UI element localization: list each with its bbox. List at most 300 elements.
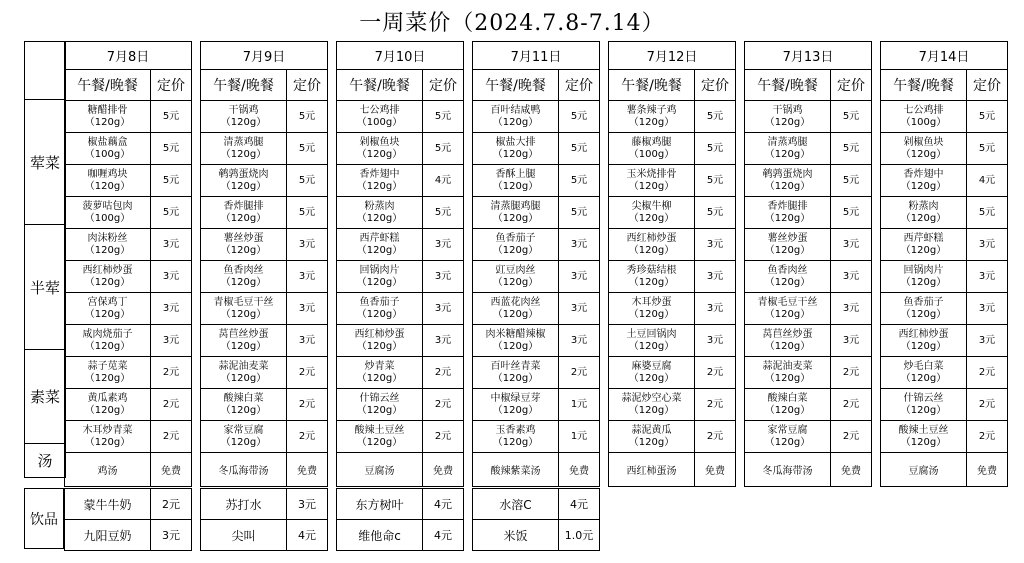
day-date: 7月13日 [745,42,872,70]
soup-price: 免费 [287,453,328,487]
soup-price: 免费 [559,453,600,487]
dish-name: 鱼香肉丝 （120g） [201,261,287,293]
meal-header: 午餐/晚餐 [337,70,423,101]
drink-table [64,488,192,551]
dish-row [201,133,328,165]
dish-name: 香炸翅中 （120g） [337,165,423,197]
dish-name: 七公鸡排 （100g） [881,101,967,133]
price-header: 定价 [831,70,872,101]
category-label: 素菜 [25,350,66,444]
drink-name: 水溶C [473,489,559,520]
dish-name: 粉蒸肉 （120g） [337,197,423,229]
dish-row [881,133,1008,165]
dish-price: 2元 [287,421,328,453]
dish-name: 剁椒鱼块 （120g） [881,133,967,165]
dish-price: 2元 [287,389,328,421]
dish-price: 2元 [695,389,736,421]
dish-price: 3元 [559,325,600,357]
dish-name: 鱼香肉丝 （120g） [745,261,831,293]
dish-price: 5元 [695,133,736,165]
dish-row [609,101,736,133]
dish-row [881,165,1008,197]
dish-price: 5元 [423,133,464,165]
dish-row [337,133,464,165]
dish-price: 3元 [967,293,1008,325]
dish-row [65,389,192,421]
drink-price: 4元 [423,520,464,551]
dish-name: 玉香素鸡 （120g） [473,421,559,453]
dish-name: 鱼香茄子 （120g） [881,293,967,325]
dish-price: 5元 [151,165,192,197]
day-table [472,41,600,487]
soup-name: 酸辣紫菜汤 [473,453,559,487]
dish-price: 5元 [287,101,328,133]
dish-name: 酸辣白菜 （120g） [745,389,831,421]
dish-price: 5元 [559,197,600,229]
meal-header: 午餐/晚餐 [473,70,559,101]
dish-row [881,197,1008,229]
soup-price: 免费 [831,453,872,487]
dish-name: 蒜泥油麦菜 （120g） [745,357,831,389]
dish-name: 什锦云丝 （120g） [881,389,967,421]
dish-price: 3元 [423,325,464,357]
drink-row [201,489,328,520]
dish-name: 西红柿炒蛋 （120g） [881,325,967,357]
dish-name: 尖椒牛柳 （120g） [609,197,695,229]
dish-price: 2元 [831,421,872,453]
soup-row [65,453,192,487]
dish-price: 2元 [423,357,464,389]
drink-row [337,520,464,551]
dish-name: 莴苣丝炒蛋 （120g） [745,325,831,357]
day-table [200,41,328,487]
dish-name: 什锦云丝 （120g） [337,389,423,421]
day-table [880,41,1008,487]
dish-name: 干锅鸡 （120g） [745,101,831,133]
category-label: 荤菜 [25,100,66,225]
dish-name: 黄瓜素鸡 （120g） [65,389,151,421]
dish-price: 2元 [151,421,192,453]
dish-row [473,229,600,261]
dish-price: 3元 [831,229,872,261]
dish-row [337,293,464,325]
meal-header: 午餐/晚餐 [881,70,967,101]
dish-row [473,197,600,229]
dish-row [745,101,872,133]
dish-row [65,261,192,293]
dish-name: 鱼香茄子 （120g） [337,293,423,325]
day-table [608,41,736,487]
dish-price: 2元 [151,357,192,389]
dish-price: 5元 [967,101,1008,133]
dish-row [609,325,736,357]
dish-row [337,389,464,421]
dish-price: 3元 [967,261,1008,293]
dish-row [337,197,464,229]
dish-price: 3元 [831,261,872,293]
dish-price: 2元 [151,389,192,421]
drink-name: 九阳豆奶 [65,520,151,551]
dish-price: 2元 [559,357,600,389]
dish-name: 蒜泥油麦菜 （120g） [201,357,287,389]
dish-row [881,101,1008,133]
dish-row [881,261,1008,293]
dish-name: 干锅鸡 （120g） [201,101,287,133]
dish-row [337,229,464,261]
dish-row [745,165,872,197]
dish-row [745,133,872,165]
dish-price: 3元 [151,325,192,357]
meal-header: 午餐/晚餐 [201,70,287,101]
soup-name: 冬瓜海带汤 [201,453,287,487]
soup-row [201,453,328,487]
dish-name: 玉米烧排骨 （120g） [609,165,695,197]
soup-price: 免费 [151,453,192,487]
dish-name: 香炸翅中 （120g） [881,165,967,197]
dish-row [201,101,328,133]
dish-name: 糖醋排骨 （120g） [65,101,151,133]
dish-price: 3元 [287,325,328,357]
dish-row [881,421,1008,453]
dish-name: 清蒸腿鸡腿 （120g） [473,197,559,229]
dish-name: 鱼香茄子 （120g） [473,229,559,261]
dish-name: 炒青菜 （120g） [337,357,423,389]
dish-price: 3元 [831,325,872,357]
dish-name: 菠萝咕包肉 （100g） [65,197,151,229]
dish-price: 5元 [287,197,328,229]
price-header: 定价 [695,70,736,101]
dish-row [65,197,192,229]
day-date: 7月8日 [65,42,192,70]
dish-price: 3元 [151,293,192,325]
drink-name: 尖叫 [201,520,287,551]
drink-row [201,520,328,551]
dish-row [201,421,328,453]
dish-row [65,357,192,389]
dish-price: 5元 [559,133,600,165]
drink-table [472,488,600,551]
dish-row [609,229,736,261]
dish-name: 剁椒鱼块 （120g） [337,133,423,165]
dish-name: 酸辣白菜 （120g） [201,389,287,421]
dish-row [609,293,736,325]
dish-row [881,325,1008,357]
dish-price: 3元 [695,325,736,357]
dish-name: 香炸腿排 （120g） [745,197,831,229]
dish-price: 3元 [151,229,192,261]
dish-price: 2元 [967,421,1008,453]
dish-price: 3元 [423,229,464,261]
dish-price: 5元 [559,165,600,197]
dish-row [609,133,736,165]
dish-row [609,165,736,197]
dish-row [609,389,736,421]
dish-price: 3元 [559,293,600,325]
dish-row [201,261,328,293]
dish-row [201,165,328,197]
dish-price: 3元 [287,229,328,261]
soup-row [337,453,464,487]
dish-name: 木耳炒蛋 （120g） [609,293,695,325]
drink-price: 4元 [423,489,464,520]
drink-price: 4元 [287,520,328,551]
dish-row [473,421,600,453]
dish-name: 百叶丝青菜 （120g） [473,357,559,389]
day-date: 7月10日 [337,42,464,70]
soup-name: 冬瓜海带汤 [745,453,831,487]
dish-row [473,325,600,357]
price-header: 定价 [559,70,600,101]
category-label: 汤 [25,444,66,478]
dish-price: 5元 [831,101,872,133]
drink-price: 3元 [287,489,328,520]
dish-row [473,389,600,421]
dish-row [609,421,736,453]
dish-row [65,165,192,197]
dish-name: 香炸腿排 （120g） [201,197,287,229]
dish-name: 西红柿炒蛋 （120g） [609,229,695,261]
dish-row [201,229,328,261]
drink-name: 米饭 [473,520,559,551]
dish-price: 4元 [967,165,1008,197]
soup-row [609,453,736,487]
dish-price: 5元 [287,133,328,165]
drink-table [200,488,328,551]
dish-price: 1元 [559,389,600,421]
dish-row [337,165,464,197]
dish-row [473,165,600,197]
dish-name: 回锅肉片 （120g） [337,261,423,293]
drink-name: 苏打水 [201,489,287,520]
dish-row [881,389,1008,421]
drink-row [473,489,600,520]
dish-name: 西红柿炒蛋 （120g） [337,325,423,357]
dish-price: 3元 [423,261,464,293]
dish-name: 宫保鸡丁 （120g） [65,293,151,325]
dish-name: 麻婆豆腐 （120g） [609,357,695,389]
dish-row [745,357,872,389]
soup-row [881,453,1008,487]
dish-row [337,325,464,357]
dish-price: 1元 [559,421,600,453]
dish-row [201,357,328,389]
price-header: 定价 [423,70,464,101]
dish-price: 5元 [151,101,192,133]
price-header: 定价 [287,70,328,101]
dish-row [881,229,1008,261]
dish-price: 2元 [695,357,736,389]
dish-row [473,133,600,165]
category-label: 半荤 [25,225,66,350]
dish-price: 5元 [559,101,600,133]
dish-price: 2元 [831,389,872,421]
dish-name: 肉米糖醋辣椒 （120g） [473,325,559,357]
dish-price: 2元 [967,389,1008,421]
meal-header: 午餐/晚餐 [65,70,151,101]
dish-row [201,389,328,421]
dish-row [473,101,600,133]
dish-row [65,421,192,453]
dish-price: 3元 [831,293,872,325]
dish-name: 香酥上腿 （120g） [473,165,559,197]
dish-price: 5元 [287,165,328,197]
dish-price: 3元 [287,261,328,293]
dish-name: 鹌鹑蛋烧肉 （120g） [201,165,287,197]
dish-price: 5元 [695,197,736,229]
drinks-label: 饮品 [25,489,64,549]
drink-price: 2元 [151,489,192,520]
dish-name: 薯条辣子鸡 （120g） [609,101,695,133]
dish-row [609,357,736,389]
dish-row [201,293,328,325]
dish-name: 豇豆肉丝 （120g） [473,261,559,293]
price-header: 定价 [151,70,192,101]
dish-row [745,261,872,293]
soup-price: 免费 [967,453,1008,487]
drink-name: 维他命c [337,520,423,551]
drink-row [337,489,464,520]
dish-row [745,325,872,357]
day-table [336,41,464,487]
dish-row [745,389,872,421]
dish-row [65,293,192,325]
drink-name: 东方树叶 [337,489,423,520]
dish-price: 3元 [967,229,1008,261]
category-header-blank [25,42,66,100]
drink-row [473,520,600,551]
dish-price: 3元 [967,325,1008,357]
dish-price: 5元 [151,133,192,165]
day-date: 7月14日 [881,42,1008,70]
dish-name: 藤椒鸡腿 （100g） [609,133,695,165]
dish-name: 西芹虾糕 （120g） [337,229,423,261]
dish-row [337,357,464,389]
drink-name: 蒙牛牛奶 [65,489,151,520]
dish-name: 粉蒸肉 （120g） [881,197,967,229]
dish-row [473,357,600,389]
drink-price: 1.0元 [559,520,600,551]
dish-name: 肉沫粉丝 （120g） [65,229,151,261]
dish-row [473,293,600,325]
dish-price: 3元 [559,229,600,261]
day-table [64,41,192,487]
price-header: 定价 [967,70,1008,101]
soup-name: 鸡汤 [65,453,151,487]
dish-name: 百叶结咸鸭 （120g） [473,101,559,133]
dish-row [65,133,192,165]
dish-name: 七公鸡排 （100g） [337,101,423,133]
dish-price: 5元 [695,101,736,133]
dish-name: 蒜泥黄瓜 （120g） [609,421,695,453]
dish-row [745,229,872,261]
dish-price: 2元 [967,357,1008,389]
dish-name: 蒜子苋菜 （120g） [65,357,151,389]
dish-price: 5元 [831,165,872,197]
dish-price: 5元 [831,133,872,165]
dish-name: 木耳炒青菜 （120g） [65,421,151,453]
dish-row [881,357,1008,389]
dish-row [745,293,872,325]
soup-row [473,453,600,487]
meal-header: 午餐/晚餐 [609,70,695,101]
drink-row [65,489,192,520]
meal-header: 午餐/晚餐 [745,70,831,101]
dish-row [201,197,328,229]
dish-row [745,421,872,453]
drink-price: 3元 [151,520,192,551]
dish-price: 4元 [423,165,464,197]
soup-name: 豆腐汤 [881,453,967,487]
dish-price: 2元 [423,421,464,453]
dish-row [609,197,736,229]
dish-name: 秀珍菇结根 （120g） [609,261,695,293]
dish-price: 5元 [967,133,1008,165]
dish-price: 3元 [695,261,736,293]
dish-price: 2元 [831,357,872,389]
dish-price: 5元 [423,197,464,229]
dish-name: 莴苣丝炒蛋 （120g） [201,325,287,357]
dish-price: 5元 [967,197,1008,229]
drinks-label-box [24,488,64,549]
day-date: 7月12日 [609,42,736,70]
drink-table [336,488,464,551]
dish-name: 回锅肉片 （120g） [881,261,967,293]
dish-price: 3元 [695,293,736,325]
dish-name: 蒜泥炒空心菜 （120g） [609,389,695,421]
dish-name: 酸辣土豆丝 （120g） [337,421,423,453]
dish-name: 家常豆腐 （120g） [745,421,831,453]
dish-name: 西红柿炒蛋 （120g） [65,261,151,293]
dish-row [65,325,192,357]
dish-price: 5元 [151,197,192,229]
dish-row [337,261,464,293]
dish-name: 薯丝炒蛋 （120g） [201,229,287,261]
dish-row [337,101,464,133]
dish-row [473,261,600,293]
dish-price: 2元 [423,389,464,421]
dish-name: 薯丝炒蛋 （120g） [745,229,831,261]
dish-price: 2元 [287,357,328,389]
soup-row [745,453,872,487]
dish-name: 椒盐藕盒 （100g） [65,133,151,165]
dish-price: 3元 [695,229,736,261]
dish-price: 3元 [423,293,464,325]
page-title: 一周菜价（2024.7.8-7.14） [359,11,665,36]
dish-row [881,293,1008,325]
dish-name: 中椒绿豆芽 （120g） [473,389,559,421]
dish-name: 椒盐大排 （120g） [473,133,559,165]
dish-name: 酸辣土豆丝 （120g） [881,421,967,453]
dish-name: 青椒毛豆干丝 （120g） [201,293,287,325]
dish-name: 咖喱鸡块 （120g） [65,165,151,197]
dish-name: 清蒸鸡腿 （120g） [745,133,831,165]
dish-row [65,229,192,261]
day-date: 7月11日 [473,42,600,70]
soup-name: 西红柿蛋汤 [609,453,695,487]
drink-price: 4元 [559,489,600,520]
dish-name: 清蒸鸡腿 （120g） [201,133,287,165]
day-table [744,41,872,487]
day-date: 7月9日 [201,42,328,70]
dish-name: 鹌鹑蛋烧肉 （120g） [745,165,831,197]
soup-price: 免费 [695,453,736,487]
soup-price: 免费 [423,453,464,487]
soup-name: 豆腐汤 [337,453,423,487]
dish-name: 炒毛白菜 （120g） [881,357,967,389]
dish-name: 咸肉烧茄子 （120g） [65,325,151,357]
dish-price: 5元 [423,101,464,133]
dish-row [65,101,192,133]
